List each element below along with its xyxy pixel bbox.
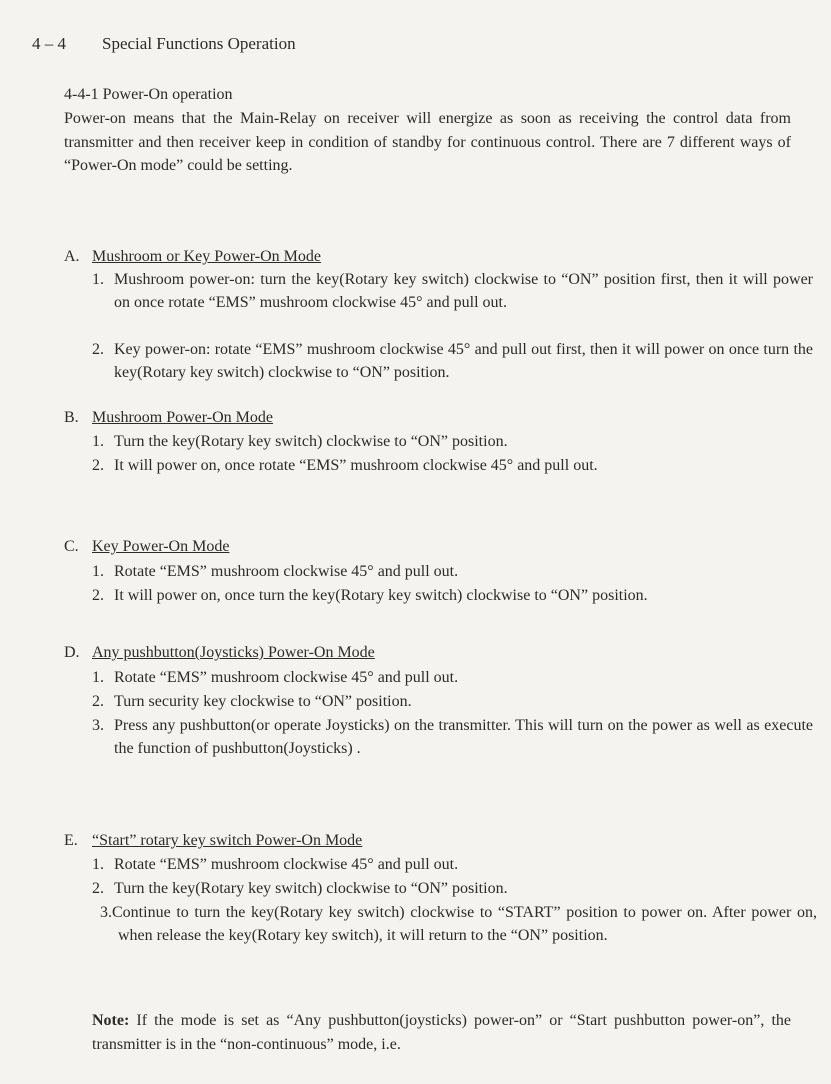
- mode-e-item-1: [92, 853, 813, 876]
- item-text: Press any pushbutton(or operate Joysticks) on the transmitter. This will turn on the power as well as execute the function of pushbutton(Joysticks) .: [114, 717, 813, 757]
- item-text: Rotate “EMS” mushroom clockwise 45° and pull out.: [114, 669, 459, 686]
- mode-c-heading: [64, 536, 229, 558]
- item-text: It will power on, once rotate “EMS” mushroom clockwise 45° and pull out.: [114, 457, 598, 474]
- item-number: 1.: [92, 563, 104, 580]
- item-text: Turn the key(Rotary key switch) clockwise to “ON” position.: [114, 880, 508, 897]
- mode-e-item-3: [92, 901, 817, 947]
- item-text: Rotate “EMS” mushroom clockwise 45° and pull out.: [114, 563, 459, 580]
- item-number: 2.: [92, 341, 104, 358]
- mode-b-item-2: [92, 454, 813, 477]
- mode-letter: D.: [64, 644, 80, 661]
- item-text: Key power-on: rotate “EMS” mushroom clockwise 45° and pull out first, then it will power on once turn the key(Rotary key switch) clockwise to “ON” position.: [114, 341, 813, 381]
- item-text: Rotate “EMS” mushroom clockwise 45° and pull out.: [114, 856, 459, 873]
- item-number: 1.: [92, 669, 104, 686]
- note-paragraph: [92, 1009, 791, 1056]
- mode-letter: A.: [64, 248, 80, 265]
- mode-e-item-2: [92, 877, 813, 900]
- intro-paragraph: Power-on means that the Main-Relay on receiver will energize as soon as receiving the control data from transmitter and then receiver keep in condition of standby for continuous control. There are 7 different ways of “Power-On mode” could be setting.: [64, 110, 791, 174]
- mode-name: Mushroom Power-On Mode: [92, 409, 273, 426]
- mode-c-item-1: [92, 560, 813, 583]
- mode-name: Any pushbutton(Joysticks) Power-On Mode: [92, 644, 375, 661]
- item-number: 1.: [92, 271, 104, 288]
- item-number: 1.: [92, 433, 104, 450]
- subsection-title: 4-4-1 Power-On operation: [64, 86, 233, 103]
- note-text: If the mode is set as “Any pushbutton(joysticks) power-on” or “Start pushbutton power-on”, the transmitter is in the “non-continuous” mode, i.e.: [92, 1012, 791, 1053]
- mode-b-heading: [64, 407, 273, 429]
- mode-e-heading: [64, 830, 362, 852]
- item-text: Turn the key(Rotary key switch) clockwise to “ON” position.: [114, 433, 508, 450]
- mode-a-item-1: [92, 268, 813, 314]
- mode-name: Key Power-On Mode: [92, 538, 230, 555]
- mode-letter: C.: [64, 538, 79, 555]
- mode-letter: B.: [64, 409, 79, 426]
- item-text: Continue to turn the key(Rotary key switch) clockwise to “START” position to power on. After power on, when release the key(Rotary key switch), it will return to the “ON” position.: [112, 904, 817, 944]
- item-text: Mushroom power-on: turn the key(Rotary key switch) clockwise to “ON” position first, then it will power on once rotate “EMS” mushroom clockwise 45° and pull out.: [114, 271, 813, 311]
- item-text: It will power on, once turn the key(Rotary key switch) clockwise to “ON” position.: [114, 587, 648, 604]
- mode-d-item-2: [92, 690, 813, 713]
- note-label: Note:: [92, 1012, 130, 1029]
- item-text: Turn security key clockwise to “ON” position.: [114, 693, 412, 710]
- mode-d-item-3: [92, 714, 813, 760]
- item-number: 2.: [92, 587, 104, 604]
- mode-letter: E.: [64, 832, 78, 849]
- mode-a-item-2: [92, 338, 813, 384]
- item-number: 1.: [92, 856, 104, 873]
- section-title: Special Functions Operation: [102, 34, 296, 53]
- item-number: 2.: [92, 880, 104, 897]
- section-number: 4 – 4: [32, 34, 66, 53]
- section-heading: [32, 34, 296, 54]
- mode-b-item-1: [92, 430, 813, 453]
- mode-d-item-1: [92, 666, 813, 689]
- item-number: 2.: [92, 457, 104, 474]
- mode-d-heading: [64, 642, 375, 664]
- mode-c-item-2: [92, 584, 813, 607]
- mode-name: Mushroom or Key Power-On Mode: [92, 248, 321, 265]
- item-number: 3.: [92, 717, 104, 734]
- item-number: 2.: [92, 693, 104, 710]
- item-number: 3.: [100, 904, 112, 921]
- mode-a-heading: [64, 246, 321, 268]
- mode-name: “Start” rotary key switch Power-On Mode: [92, 832, 363, 849]
